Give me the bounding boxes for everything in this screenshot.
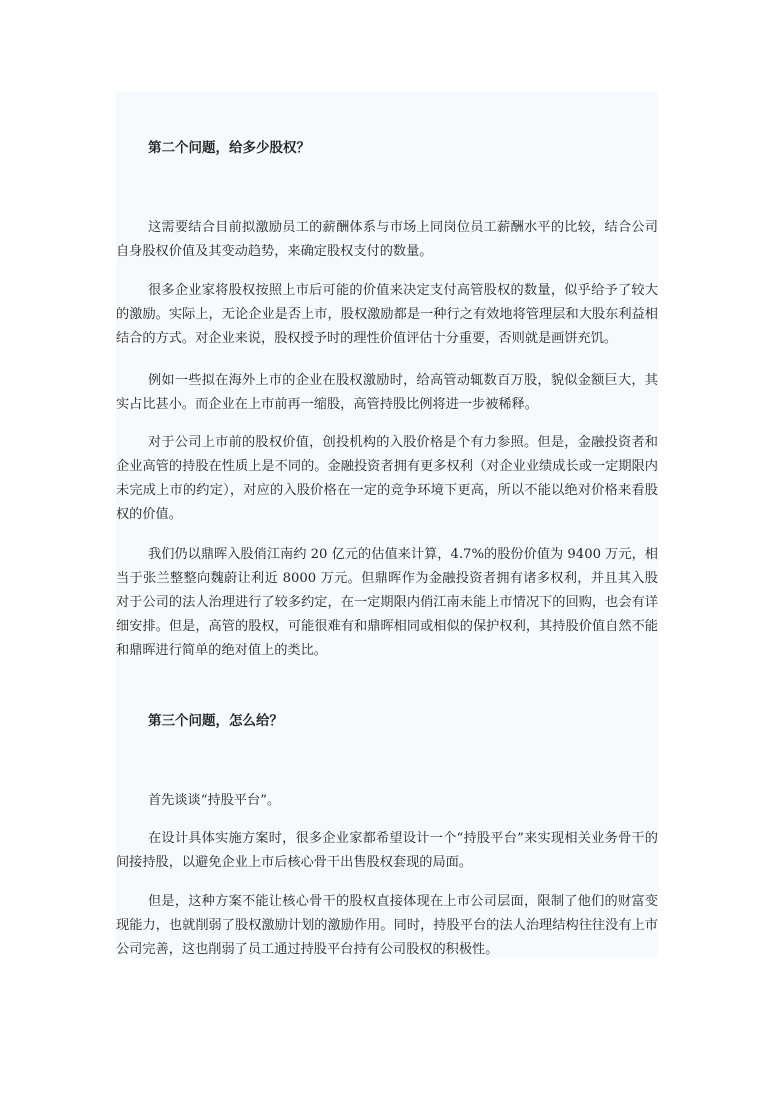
paragraph: 例如一些拟在海外上市的企业在股权激励时，给高管动辄数百万股，貌似金额巨大，其实占比甚小。而企业在上市前再一缩股，高管持股比例将进一步被稀释。 bbox=[116, 373, 658, 412]
paragraph: 在设计具体实施方案时，很多企业家都希望设计一个“持股平台”来实现相关业务骨干的间接持股，以避免企业上市后核心骨干出售股权套现的局面。 bbox=[116, 831, 658, 870]
paragraph: 我们仍以鼎晖入股俏江南约 20 亿元的估值来计算，4.7%的股份价值为 9400 万元，相当于张兰整整向魏蔚让利近 8000 万元。但鼎晖作为金融投资者拥有诸多权利，并且其入股对于公司的法人治理进行了较多约定，在一定期限内俏江南未能上市情况下的回购，也会有详细安排。但是，高管的股权，可能很难有和鼎晖相同或相似的保护权利，其持股价值自然不能和鼎晖进行简单的绝对值上的类比。 bbox=[116, 547, 658, 658]
section-heading-3: 第三个问题，怎么给？ bbox=[148, 713, 283, 729]
paragraph: 很多企业家将股权按照上市后可能的价值来决定支付高管股权的数量，似乎给予了较大的激励。实际上，无论企业是否上市，股权激励都是一种行之有效地将管理层和大股东利益相结合的方式。对企业来说，股权授予时的理性价值评估十分重要，否则就是画饼充饥。 bbox=[116, 283, 658, 346]
document-page bbox=[116, 92, 658, 958]
paragraph: 首先谈谈“持股平台”。 bbox=[148, 793, 281, 808]
paragraph: 但是，这种方案不能让核心骨干的股权直接体现在上市公司层面，限制了他们的财富变现能力，也就削弱了股权激励计划的激励作用。同时，持股平台的法人治理结构往往没有上市公司完善，这也削弱了员工通过持股平台持有公司股权的积极性。 bbox=[116, 894, 658, 957]
paragraph: 对于公司上市前的股权价值，创投机构的入股价格是个有力参照。但是，金融投资者和企业高管的持股在性质上是不同的。金融投资者拥有更多权利（对企业业绩成长或一定期限内未完成上市的约定），对应的入股价格在一定的竞争环境下更高，所以不能以绝对价格来看股权的价值。 bbox=[116, 435, 658, 522]
paragraph: 这需要结合目前拟激励员工的薪酬体系与市场上同岗位员工薪酬水平的比较，结合公司自身股权价值及其变动趋势，来确定股权支付的数量。 bbox=[116, 220, 658, 259]
section-heading-2: 第二个问题，给多少股权？ bbox=[148, 140, 310, 156]
